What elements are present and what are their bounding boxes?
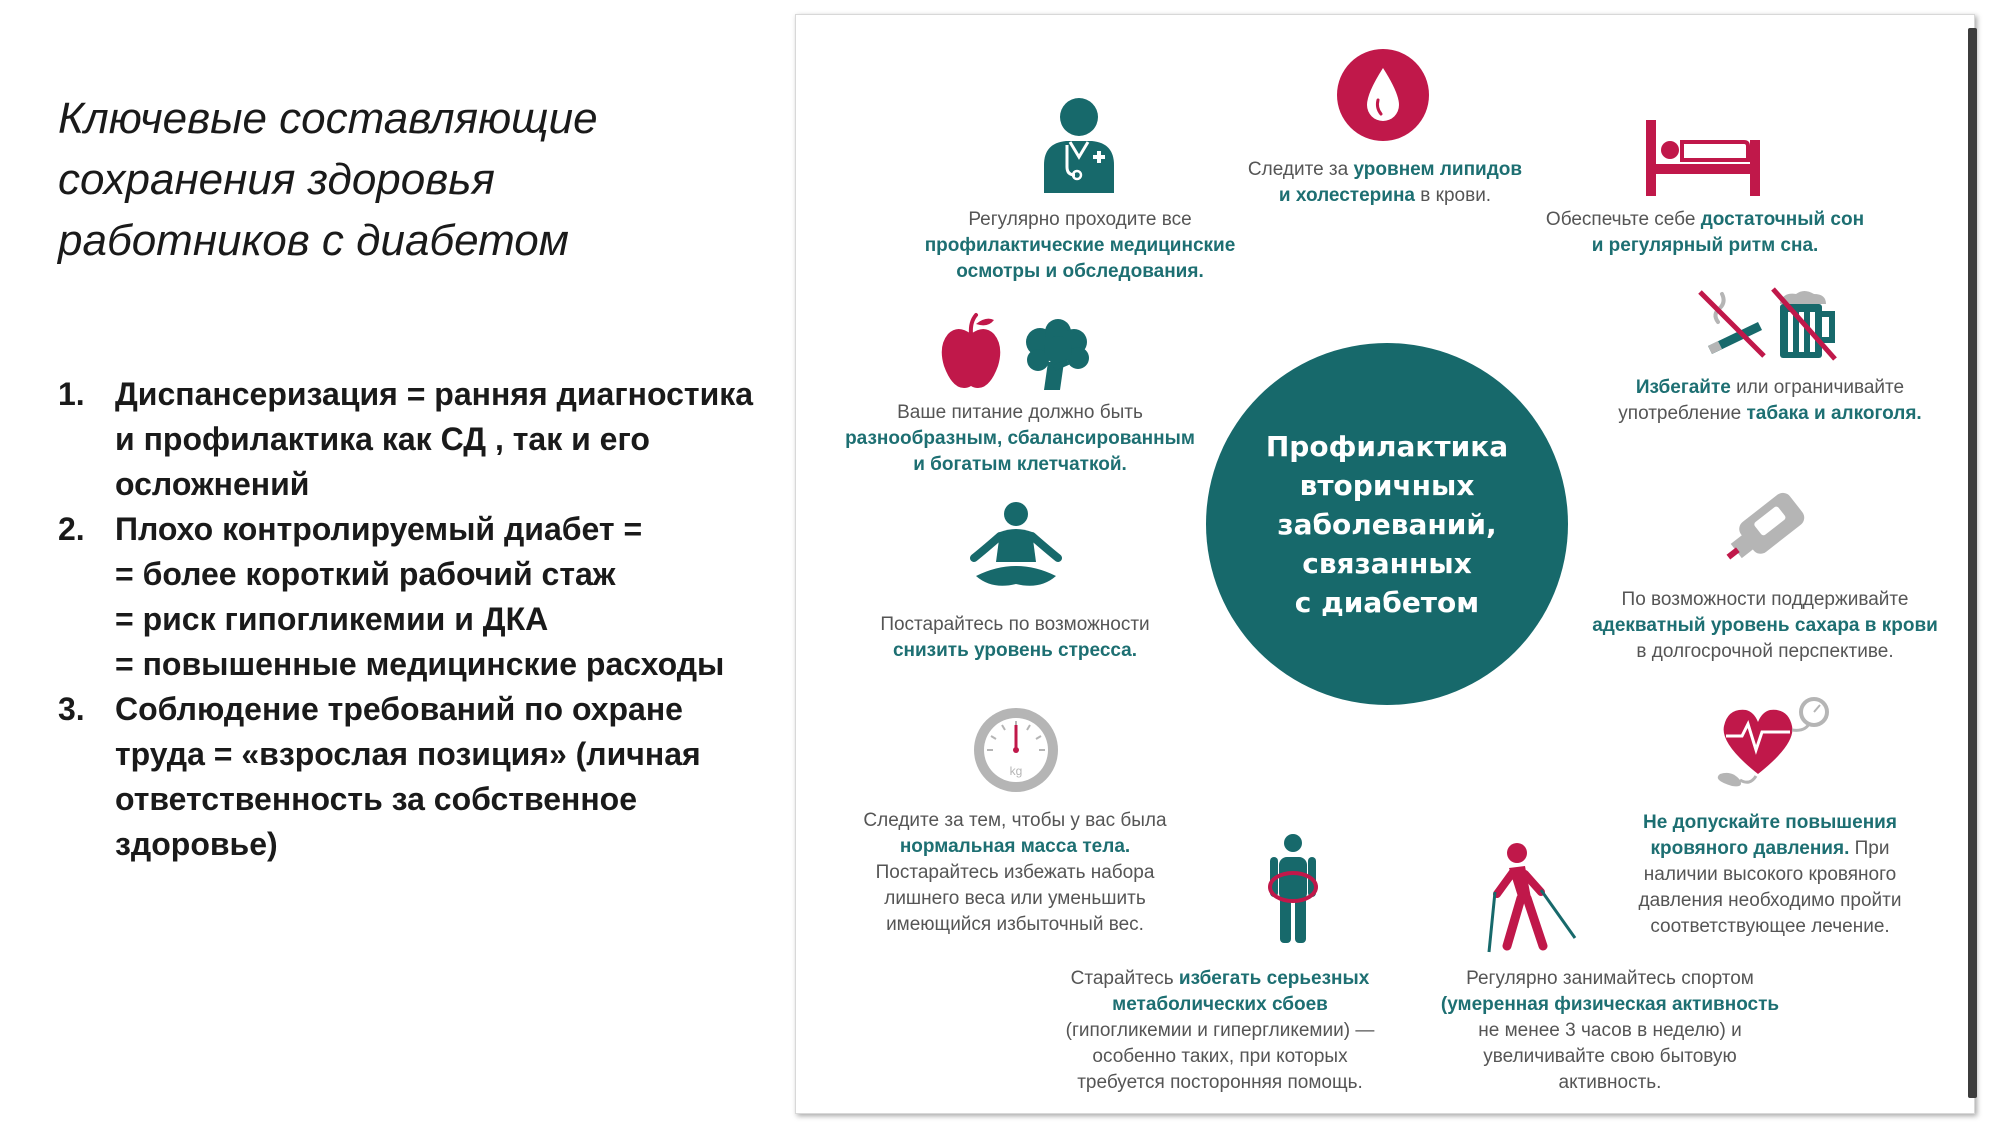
- scale-icon: [973, 707, 1059, 793]
- caption-line: наличии высокого кровяного: [1643, 864, 1897, 885]
- list-line: = риск гипогликемии и ДКА: [115, 601, 549, 637]
- sugar-caption: [1580, 587, 1950, 665]
- title-line: сохранения здоровья: [58, 155, 495, 204]
- caption-highlight: кровяного давления.: [1650, 838, 1850, 859]
- caption-text: Обеспечьте себе: [1545, 209, 1701, 230]
- scale-label: kg: [1009, 764, 1023, 778]
- caption-line: снизить уровень стресса.: [892, 640, 1138, 661]
- scrollbar[interactable]: [1968, 28, 1977, 1098]
- list-line: здоровье): [115, 826, 278, 862]
- insulin-pen-icon: [1712, 484, 1822, 570]
- broccoli-icon: [1018, 318, 1094, 394]
- sport-caption: [1420, 966, 1800, 1096]
- caption-line: увеличивайте свою бытовую: [1483, 1046, 1737, 1067]
- center-line: вторичных: [1299, 468, 1475, 502]
- caption-text: в крови.: [1415, 185, 1492, 206]
- caption-text: употребление: [1618, 403, 1747, 424]
- caption-line: и регулярный ритм сна.: [1591, 235, 1819, 256]
- sleep-caption: [1520, 207, 1890, 259]
- caption-line: не менее 3 часов в неделю) и: [1478, 1020, 1742, 1041]
- caption-highlight: Избегайте: [1635, 377, 1731, 398]
- walking-icon: [1473, 842, 1579, 954]
- caption-line: Следите за тем, чтобы у вас была: [863, 810, 1167, 831]
- list-line: = повышенные медицинские расходы: [115, 646, 725, 682]
- list-line: и профилактика как СД , так и его: [115, 421, 650, 457]
- caption-line: [1030, 966, 1410, 992]
- lipids-caption: [1210, 157, 1560, 209]
- pressure-caption: [1590, 810, 1950, 940]
- caption-line: особенно таких, при которых: [1092, 1046, 1348, 1067]
- caption-line: Не допускайте повышения: [1643, 812, 1897, 833]
- weight-caption: [835, 808, 1195, 938]
- caption-highlight: и холестерина: [1278, 185, 1415, 206]
- caption-line: [1210, 157, 1560, 183]
- list-line: труда = «взрослая позиция» (личная: [115, 736, 701, 772]
- doctor-icon: [1040, 95, 1118, 195]
- center-circle: [1206, 343, 1568, 705]
- caption-line: [1590, 401, 1950, 427]
- caption-text: Следите за: [1247, 159, 1354, 180]
- title-line: работников с диабетом: [58, 216, 569, 265]
- caption-line: метаболических сбоев: [1112, 994, 1328, 1015]
- caption-line: давления необходимо пройти: [1638, 890, 1902, 911]
- center-line: связанных: [1302, 546, 1472, 580]
- list-number: 1.: [58, 376, 85, 412]
- list-line: ответственность за собственное: [115, 781, 637, 817]
- nutrition-caption: [840, 400, 1200, 478]
- caption-line: имеющийся избыточный вес.: [886, 914, 1144, 935]
- meditation-icon: [970, 500, 1062, 596]
- heart-pressure-icon: [1706, 696, 1830, 800]
- caption-highlight: достаточный сон: [1700, 209, 1865, 230]
- body-icon: [1268, 833, 1318, 945]
- caption-line: Постарайтесь избежать набора: [875, 862, 1155, 883]
- caption-line: соответствующее лечение.: [1650, 916, 1890, 937]
- caption-line: Регулярно проходите все: [968, 209, 1192, 230]
- caption-text: или ограничивайте: [1730, 377, 1905, 398]
- apple-icon: [938, 312, 1004, 390]
- list-item: [58, 687, 798, 867]
- list-line: Диспансеризация = ранняя диагностика: [115, 376, 754, 412]
- stress-caption: [850, 612, 1180, 664]
- caption-line: (умеренная физическая активность: [1440, 994, 1780, 1015]
- checkups-caption: [900, 207, 1260, 285]
- caption-line: [1590, 836, 1950, 862]
- caption-line: профилактические медицинские: [924, 235, 1236, 256]
- caption-line: лишнего веса или уменьшить: [884, 888, 1146, 909]
- center-line: с диабетом: [1294, 585, 1480, 619]
- caption-line: разнообразным, сбалансированным: [845, 428, 1195, 449]
- title-line: Ключевые составляющие: [58, 94, 598, 143]
- list-number: 3.: [58, 691, 85, 727]
- list-line: осложнений: [115, 466, 310, 502]
- caption-line: в долгосрочной перспективе.: [1636, 641, 1894, 662]
- caption-line: Регулярно занимайтесь спортом: [1466, 968, 1754, 989]
- caption-line: [1210, 183, 1560, 209]
- list-item: [58, 507, 798, 687]
- caption-line: [1520, 207, 1890, 233]
- slide-title: [58, 88, 778, 271]
- list-line: Плохо контролируемый диабет =: [115, 511, 643, 547]
- bed-icon: [1644, 118, 1762, 198]
- caption-line: (гипогликемии и гипергликемии) —: [1065, 1020, 1375, 1041]
- caption-text: При: [1849, 838, 1890, 859]
- list-line: = более короткий рабочий стаж: [115, 556, 616, 592]
- caption-line: нормальная масса тела.: [899, 836, 1131, 857]
- caption-line: По возможности поддерживайте: [1621, 589, 1909, 610]
- blood-drop-icon: [1336, 48, 1430, 142]
- center-title: [1266, 427, 1508, 622]
- caption-line: адекватный уровень сахара в крови: [1592, 615, 1938, 636]
- caption-text: Старайтесь: [1070, 968, 1179, 989]
- caption-highlight: табака и алкоголя.: [1746, 403, 1922, 424]
- key-points-list: [58, 372, 798, 867]
- no-smoking-icon: [1696, 288, 1768, 360]
- caption-line: Постарайтесь по возможности: [880, 614, 1150, 635]
- caption-line: [1590, 375, 1950, 401]
- list-line: Соблюдение требований по охране: [115, 691, 683, 727]
- center-line: заболеваний,: [1277, 507, 1497, 541]
- caption-highlight: уровнем липидов: [1353, 159, 1523, 180]
- caption-line: осмотры и обследования.: [956, 261, 1204, 282]
- caption-line: требуется посторонняя помощь.: [1077, 1072, 1363, 1093]
- metabolic-caption: [1030, 966, 1410, 1096]
- tobacco-caption: [1590, 375, 1950, 427]
- list-number: 2.: [58, 511, 85, 547]
- list-item: [58, 372, 798, 507]
- center-line: Профилактика: [1265, 429, 1509, 463]
- caption-line: Ваше питание должно быть: [897, 402, 1143, 423]
- no-alcohol-icon: [1770, 286, 1838, 362]
- caption-line: и богатым клетчаткой.: [913, 454, 1127, 475]
- caption-highlight: избегать серьезных: [1178, 968, 1370, 989]
- caption-line: активность.: [1558, 1072, 1662, 1093]
